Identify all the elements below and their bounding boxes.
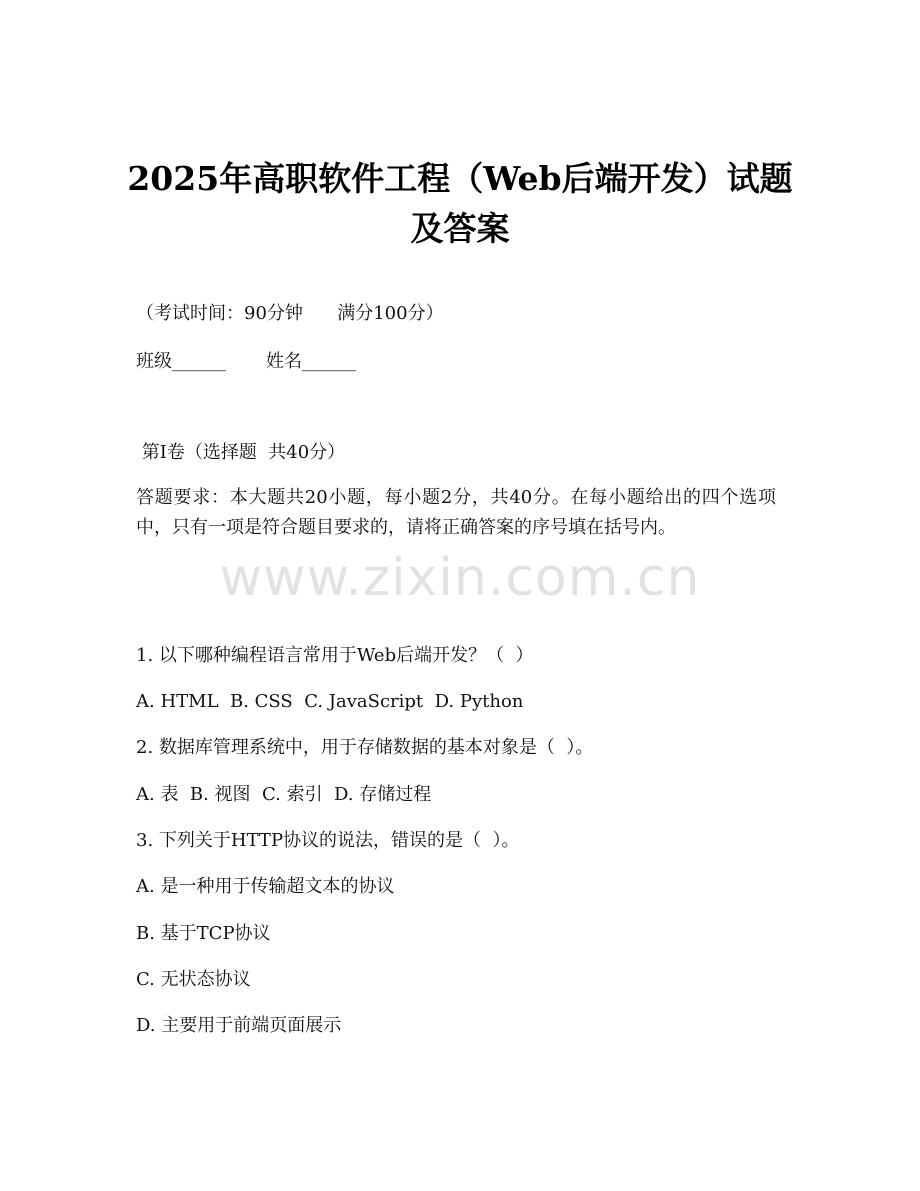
section-heading: 第Ⅰ卷（选择题 共40分） (136, 442, 346, 463)
class-name-fields: 班级______ 姓名______ (136, 351, 357, 372)
question-2-options: A. 表 B. 视图 C. 索引 D. 存储过程 (136, 784, 432, 805)
question-1-stem: 1. 以下哪种编程语言常用于Web后端开发？（ ） (136, 645, 534, 666)
question-1-options: A. HTML B. CSS C. JavaScript D. Python (136, 691, 524, 712)
question-3-stem: 3. 下列关于HTTP协议的说法，错误的是（ ）。 (136, 830, 520, 851)
exam-info: （考试时间：90分钟 满分100分） (136, 303, 444, 324)
question-3-option-a: A. 是一种用于传输超文本的协议 (136, 876, 395, 897)
question-3-option-c: C. 无状态协议 (136, 969, 251, 990)
watermark: www.zixin.com.cn (219, 548, 701, 608)
question-3-option-d: D. 主要用于前端页面展示 (136, 1015, 342, 1036)
answer-instructions: 答题要求：本大题共20小题，每小题2分，共40分。在每小题给出的四个选项中，只有一项是符合题目要求的，请将正确答案的序号填在括号内。 (136, 487, 776, 538)
question-3-option-b: B. 基于TCP协议 (136, 923, 271, 944)
question-2-stem: 2. 数据库管理系统中，用于存储数据的基本对象是（ ）。 (136, 737, 594, 758)
document-title-line-2: 及答案 (410, 209, 510, 248)
document-title-line-1: 2025年高职软件工程（Web后端开发）试题 (127, 159, 793, 198)
